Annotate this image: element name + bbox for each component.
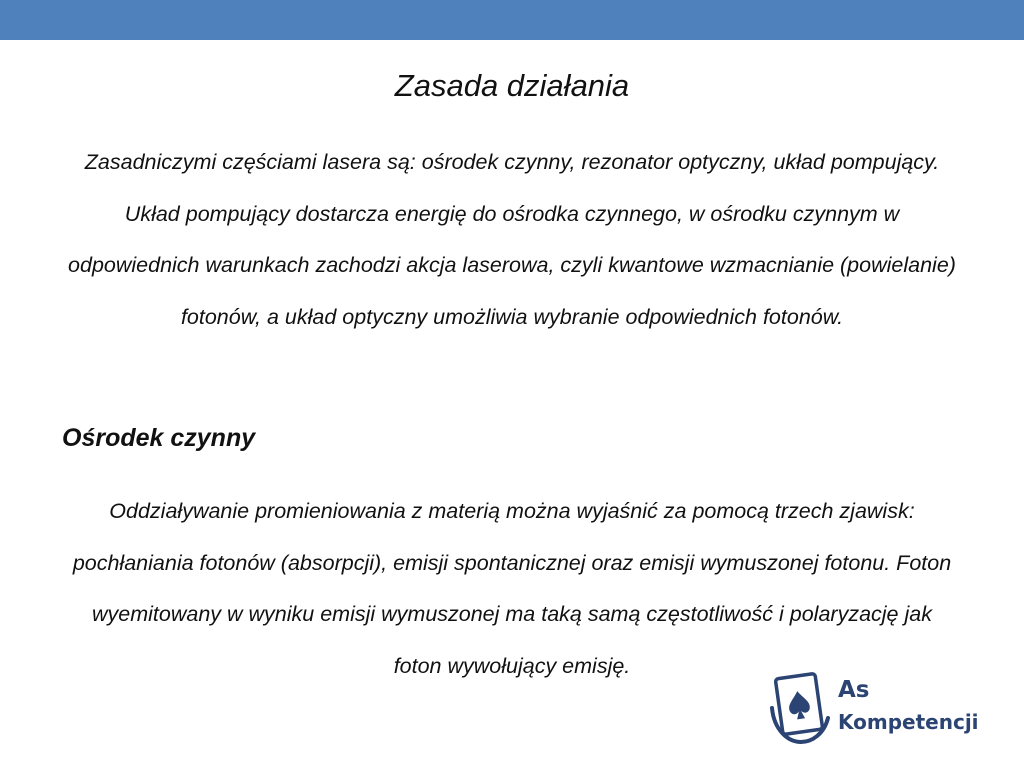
logo-text-as: As <box>838 677 870 703</box>
header-bar <box>0 0 1024 40</box>
logo-text-kompetencji: Kompetencji <box>838 710 979 734</box>
section-heading: Ośrodek czynny <box>62 424 256 452</box>
slide-title: Zasada działania <box>394 68 630 103</box>
intro-paragraph: Zasadniczymi częściami lasera są: ośrodek czynny, rezonator optyczny, układ pompujący. Układ pompujący dostarcza energię do ośrodka czynnego, w ośrodku czynnym w odpowiednich warunkach zachodzi akcja laserowa, czyli kwantowe wzmacnianie (powielanie) fotonów, a układ optyczny umożliwia wybranie odpowiednich fotonów. <box>68 150 956 329</box>
body-paragraph: Oddziaływanie promieniowania z materią można wyjaśnić za pomocą trzech zjawisk: pochłaniania fotonów (absorpcji), emisji spontanicznej oraz emisji wymuszonej fotonu. Foton wyemitowany w wyniku emisji wymuszonej ma taką samą częstotliwość i polaryzację jak foton wywołujący emisję. <box>72 499 952 678</box>
brand-logo <box>768 670 1008 750</box>
spade-card-icon <box>768 672 830 746</box>
